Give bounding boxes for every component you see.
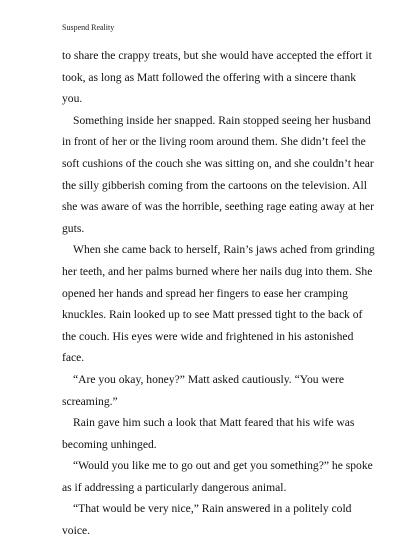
- text-line: screaming.”: [62, 394, 118, 408]
- paragraph-start-line: “That would be very nice,” Rain answered in a politely cold: [73, 502, 352, 516]
- text-line: soft cushions of the couch she was sitting on, and she couldn’t hear: [62, 156, 374, 170]
- paragraph-start-line: “Would you like me to go out and get you something?” he spoke: [73, 459, 373, 473]
- text-line: in front of her or the living room around them. She didn’t feel the: [62, 135, 366, 149]
- text-line: as if addressing a particularly dangerous animal.: [62, 480, 287, 494]
- paragraph-start-line: Something inside her snapped. Rain stopped seeing her husband: [73, 113, 371, 127]
- text-line: you.: [62, 92, 83, 106]
- body-text: [62, 45, 375, 542]
- text-line: face.: [62, 351, 85, 365]
- paragraph-start-line: When she came back to herself, Rain’s jaws ached from grinding: [73, 243, 375, 257]
- text-line: her teeth, and her palms burned where her nails dug into them. She: [62, 264, 373, 278]
- text-line: becoming unhinged.: [62, 437, 157, 451]
- text-line: opened her hands and spread her fingers to ease her cramping: [62, 286, 348, 300]
- text-line: she was aware of was the horrible, seething rage eating away at her: [62, 200, 374, 214]
- paragraph-start-line: Rain gave him such a look that Matt feared that his wife was: [73, 416, 355, 430]
- paragraph-start-line: “Are you okay, honey?” Matt asked cautiously. “You were: [73, 372, 344, 386]
- running-header: Suspend Reality: [62, 23, 115, 32]
- text-line: to share the crappy treats, but she would have accepted the effort it: [62, 49, 372, 62]
- text-line: guts.: [62, 221, 85, 235]
- text-line: took, as long as Matt followed the offering with a sincere thank: [62, 70, 357, 84]
- text-line: the couch. His eyes were wide and frightened in his astonished: [62, 329, 354, 343]
- text-line: knuckles. Rain looked up to see Matt pressed tight to the back of: [62, 308, 363, 322]
- text-line: the silly gibberish coming from the cartoons on the television. All: [62, 178, 367, 192]
- text-line: voice.: [62, 524, 91, 538]
